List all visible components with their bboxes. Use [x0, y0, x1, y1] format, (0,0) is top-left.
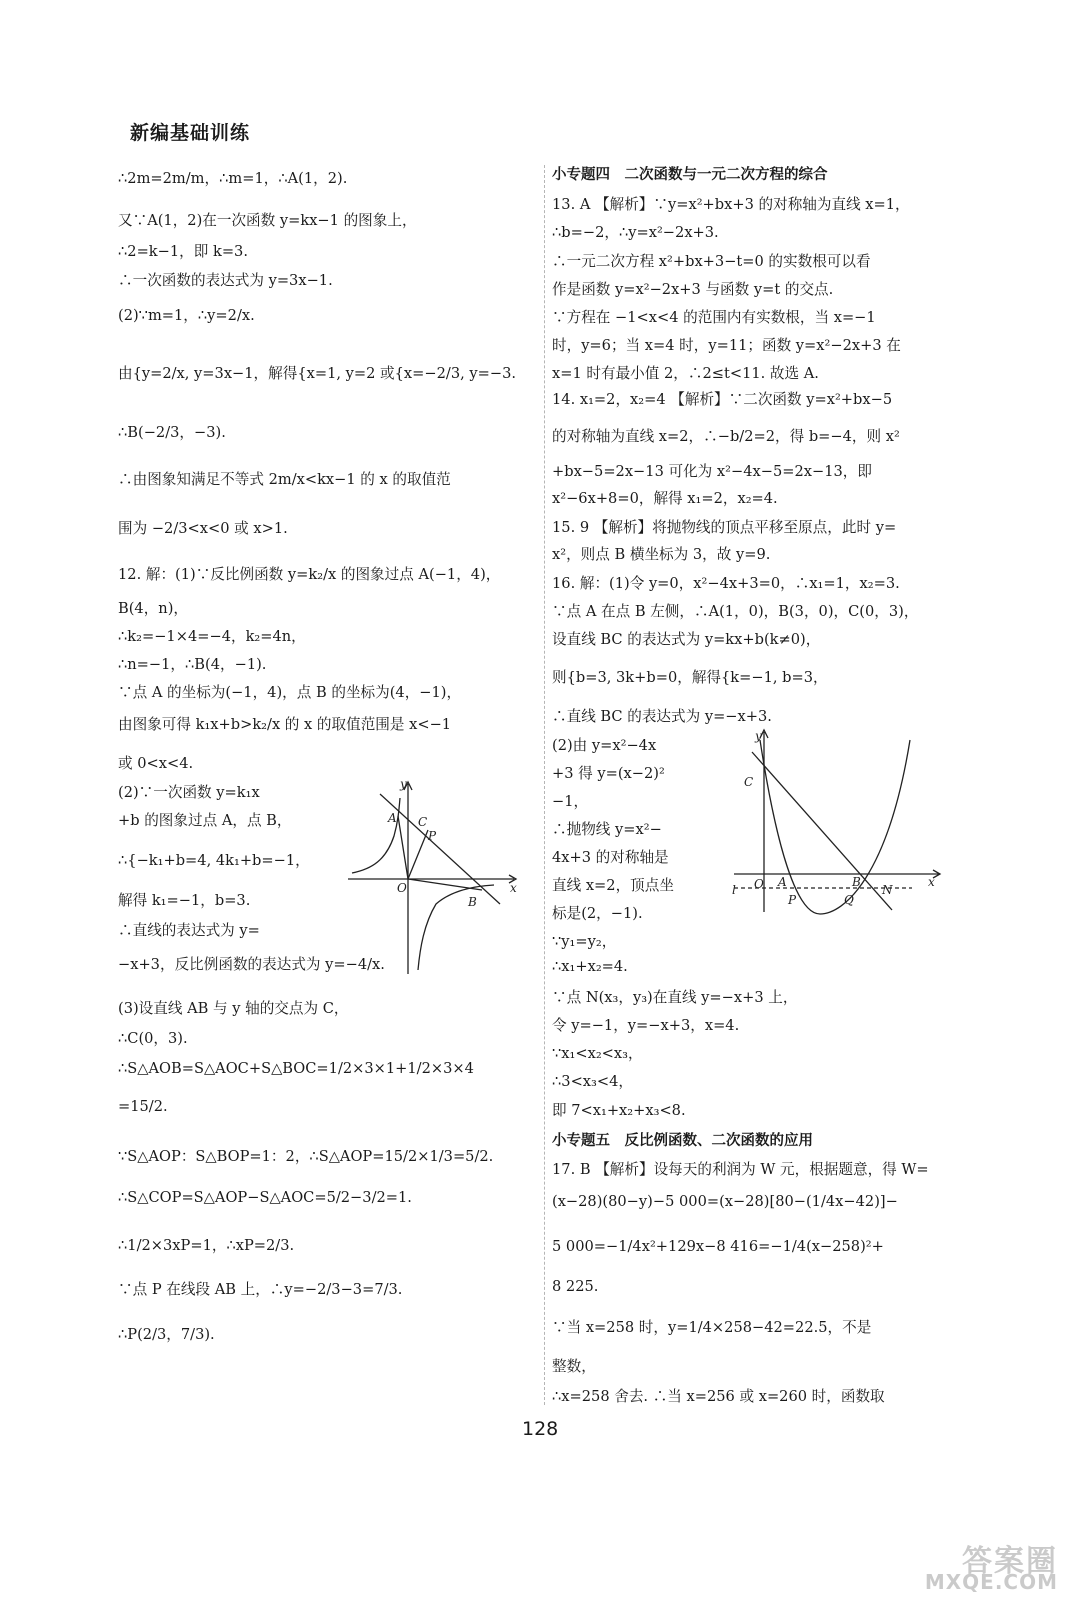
text-line: 则{b=3, 3k+b=0，解得{k=−1, b=3， — [552, 669, 828, 686]
text-line: ∴由图象知满足不等式 2m/x<kx−1 的 x 的取值范 — [118, 471, 451, 488]
text-line: ∵当 x=258 时，y=1/4×258−42=22.5，不是 — [552, 1319, 872, 1336]
text-line: ∴直线 BC 的表达式为 y=−x+3. — [552, 708, 772, 725]
text-line: ∵x₁<x₂<x₃， — [552, 1045, 643, 1062]
text-line: 作是函数 y=x²−2x+3 与函数 y=t 的交点. — [552, 281, 834, 298]
figure-label: O — [754, 877, 764, 891]
text-line: ∴k₂=−1×4=−4，k₂=4n， — [118, 628, 306, 645]
text-line: 又∵A(1，2)在一次函数 y=kx−1 的图象上， — [118, 212, 417, 229]
text-line: 5 000=−1/4x²+129x−8 416=−1/4(x−258)²+ — [552, 1238, 884, 1255]
text-line: 由图象可得 k₁x+b>k₂/x 的 x 的取值范围是 x<−1 — [118, 716, 452, 733]
text-line: 16. 解：(1)令 y=0，x²−4x+3=0，∴x₁=1，x₂=3. — [552, 575, 900, 592]
figure-label: y — [755, 729, 762, 743]
figure-label: y — [400, 777, 407, 791]
figure-label: B — [468, 895, 477, 909]
figure-label: A — [388, 811, 397, 825]
figure-label: O — [397, 881, 407, 895]
hyperbola-line-figure — [344, 776, 524, 976]
text-line: ∵y₁=y₂， — [552, 933, 617, 950]
text-line: =15/2. — [118, 1098, 168, 1115]
text-line: ∴2m=2m/m，∴m=1，∴A(1，2). — [118, 170, 348, 187]
text-line: ∴S△AOB=S△AOC+S△BOC=1/2×3×1+1/2×3×4 — [118, 1060, 474, 1077]
text-line: x²，则点 B 横坐标为 3，故 y=9. — [552, 546, 771, 563]
text-line: (x−28)(80−y)−5 000=(x−28)[80−(1/4x−42)]− — [552, 1193, 898, 1210]
text-line: ∴x=258 舍去. ∴当 x=256 或 x=260 时，函数取 — [552, 1388, 885, 1405]
text-line: 12. 解：(1)∵反比例函数 y=k₂/x 的图象过点 A(−1，4)， — [118, 566, 501, 583]
text-line: ∴2=k−1，即 k=3. — [118, 243, 248, 260]
text-line: 解得 k₁=−1，b=3. — [118, 892, 251, 909]
text-line: −1， — [552, 793, 589, 810]
text-line: +bx−5=2x−13 可化为 x²−4x−5=2x−13，即 — [552, 463, 872, 480]
text-line: 标是(2，−1). — [552, 905, 643, 922]
text-line: +b 的图象过点 A，点 B， — [118, 812, 292, 829]
text-line: x=1 时有最小值 2，∴2≤t<11. 故选 A. — [552, 365, 819, 382]
text-line: x²−6x+8=0，解得 x₁=2，x₂=4. — [552, 490, 778, 507]
text-line: 的对称轴为直线 x=2，∴−b/2=2，得 b=−4，则 x² — [552, 428, 900, 445]
section-title: 小专题四 二次函数与一元二次方程的综合 — [552, 167, 828, 183]
column-divider — [544, 165, 545, 1405]
text-line: ∴1/2×3xP=1，∴xP=2/3. — [118, 1237, 295, 1254]
text-line: 时，y=6；当 x=4 时，y=11；函数 y=x²−2x+3 在 — [552, 337, 901, 354]
text-line: 即 7<x₁+x₂+x₃<8. — [552, 1102, 686, 1119]
watermark-mark: 答案圈 — [962, 1544, 1058, 1579]
text-line: ∴一元二次方程 x²+bx+3−t=0 的实数根可以看 — [552, 253, 871, 270]
text-line: 令 y=−1，y=−x+3，x=4. — [552, 1017, 740, 1034]
text-line: 围为 −2/3<x<0 或 x>1. — [118, 520, 288, 537]
figure-label: Q — [844, 893, 854, 907]
figure-label: P — [788, 893, 797, 907]
parabola-line-figure — [730, 726, 950, 916]
text-line: ∴S△COP=S△AOP−S△AOC=5/2−3/2=1. — [118, 1189, 412, 1206]
text-line: ∴C(0，3). — [118, 1030, 188, 1047]
text-line: ∵点 A 在点 B 左侧，∴A(1，0)，B(3，0)，C(0，3)， — [552, 603, 919, 620]
figure-label: C — [744, 775, 754, 789]
text-line: ∵方程在 −1<x<4 的范围内有实数根，当 x=−1 — [552, 309, 876, 326]
figure-label: x — [510, 881, 517, 895]
text-line: ∴一次函数的表达式为 y=3x−1. — [118, 272, 333, 289]
text-line: ∵点 P 在线段 AB 上，∴y=−2/3−3=7/3. — [118, 1281, 403, 1298]
text-line: ∵S△AOP：S△BOP=1：2，∴S△AOP=15/2×1/3=5/2. — [118, 1148, 494, 1165]
text-line: 13. A 【解析】∵y=x²+bx+3 的对称轴为直线 x=1， — [552, 196, 910, 213]
figure-label: P — [428, 829, 437, 843]
text-line: 由{y=2/x, y=3x−1，解得{x=1, y=2 或{x=−2/3, y=−3. — [118, 365, 517, 382]
text-line: 设直线 BC 的表达式为 y=kx+b(k≠0)， — [552, 631, 821, 648]
page-header: 新编基础训练 — [130, 122, 251, 144]
figure-label: C — [418, 815, 428, 829]
text-line: −x+3，反比例函数的表达式为 y=−4/x. — [118, 956, 385, 973]
text-line: ∴B(−2/3，−3). — [118, 424, 226, 441]
text-line: 或 0<x<4. — [118, 755, 194, 772]
text-line: 17. B 【解析】设每天的利润为 W 元，根据题意，得 W= — [552, 1161, 929, 1178]
page-number: 128 — [522, 1418, 559, 1440]
text-line: +3 得 y=(x−2)² — [552, 765, 665, 782]
text-line: (2)∵m=1，∴y=2/x. — [118, 307, 255, 324]
figure-label: x — [928, 875, 935, 889]
text-line: (2)∵一次函数 y=k₁x — [118, 784, 260, 801]
text-line: 4x+3 的对称轴是 — [552, 849, 669, 866]
text-line: 直线 x=2，顶点坐 — [552, 877, 674, 894]
figure-label: N — [882, 883, 893, 897]
text-line: 8 225. — [552, 1278, 599, 1295]
text-line: (2)由 y=x²−4x — [552, 737, 657, 754]
text-line: ∴抛物线 y=x²− — [552, 821, 662, 838]
text-line: ∴3<x₃<4， — [552, 1073, 633, 1090]
figure-label: l — [732, 883, 736, 897]
text-line: ∴b=−2，∴y=x²−2x+3. — [552, 224, 719, 241]
figure-label: B — [852, 875, 861, 889]
text-line: ∵点 A 的坐标为(−1，4)，点 B 的坐标为(4，−1)， — [118, 684, 462, 701]
text-line: ∴n=−1，∴B(4，−1). — [118, 656, 267, 673]
watermark-logo — [898, 1536, 1058, 1594]
text-line: ∴{−k₁+b=4, 4k₁+b=−1， — [118, 852, 310, 869]
section-title: 小专题五 反比例函数、二次函数的应用 — [552, 1133, 813, 1149]
watermark-site: MXQE.COM — [924, 1570, 1058, 1594]
text-line: ∵点 N(x₃，y₃)在直线 y=−x+3 上， — [552, 989, 798, 1006]
text-line: (3)设直线 AB 与 y 轴的交点为 C， — [118, 1000, 349, 1017]
text-line: ∴直线的表达式为 y= — [118, 922, 260, 939]
text-line: ∴x₁+x₂=4. — [552, 958, 628, 975]
text-line: B(4，n)， — [118, 600, 188, 617]
text-line: 14. x₁=2，x₂=4 【解析】∵二次函数 y=x²+bx−5 — [552, 391, 893, 408]
text-line: 15. 9 【解析】将抛物线的顶点平移至原点，此时 y= — [552, 519, 897, 536]
text-line: ∴P(2/3，7/3). — [118, 1326, 215, 1343]
text-line: 整数， — [552, 1358, 596, 1375]
figure-label: A — [778, 875, 787, 889]
